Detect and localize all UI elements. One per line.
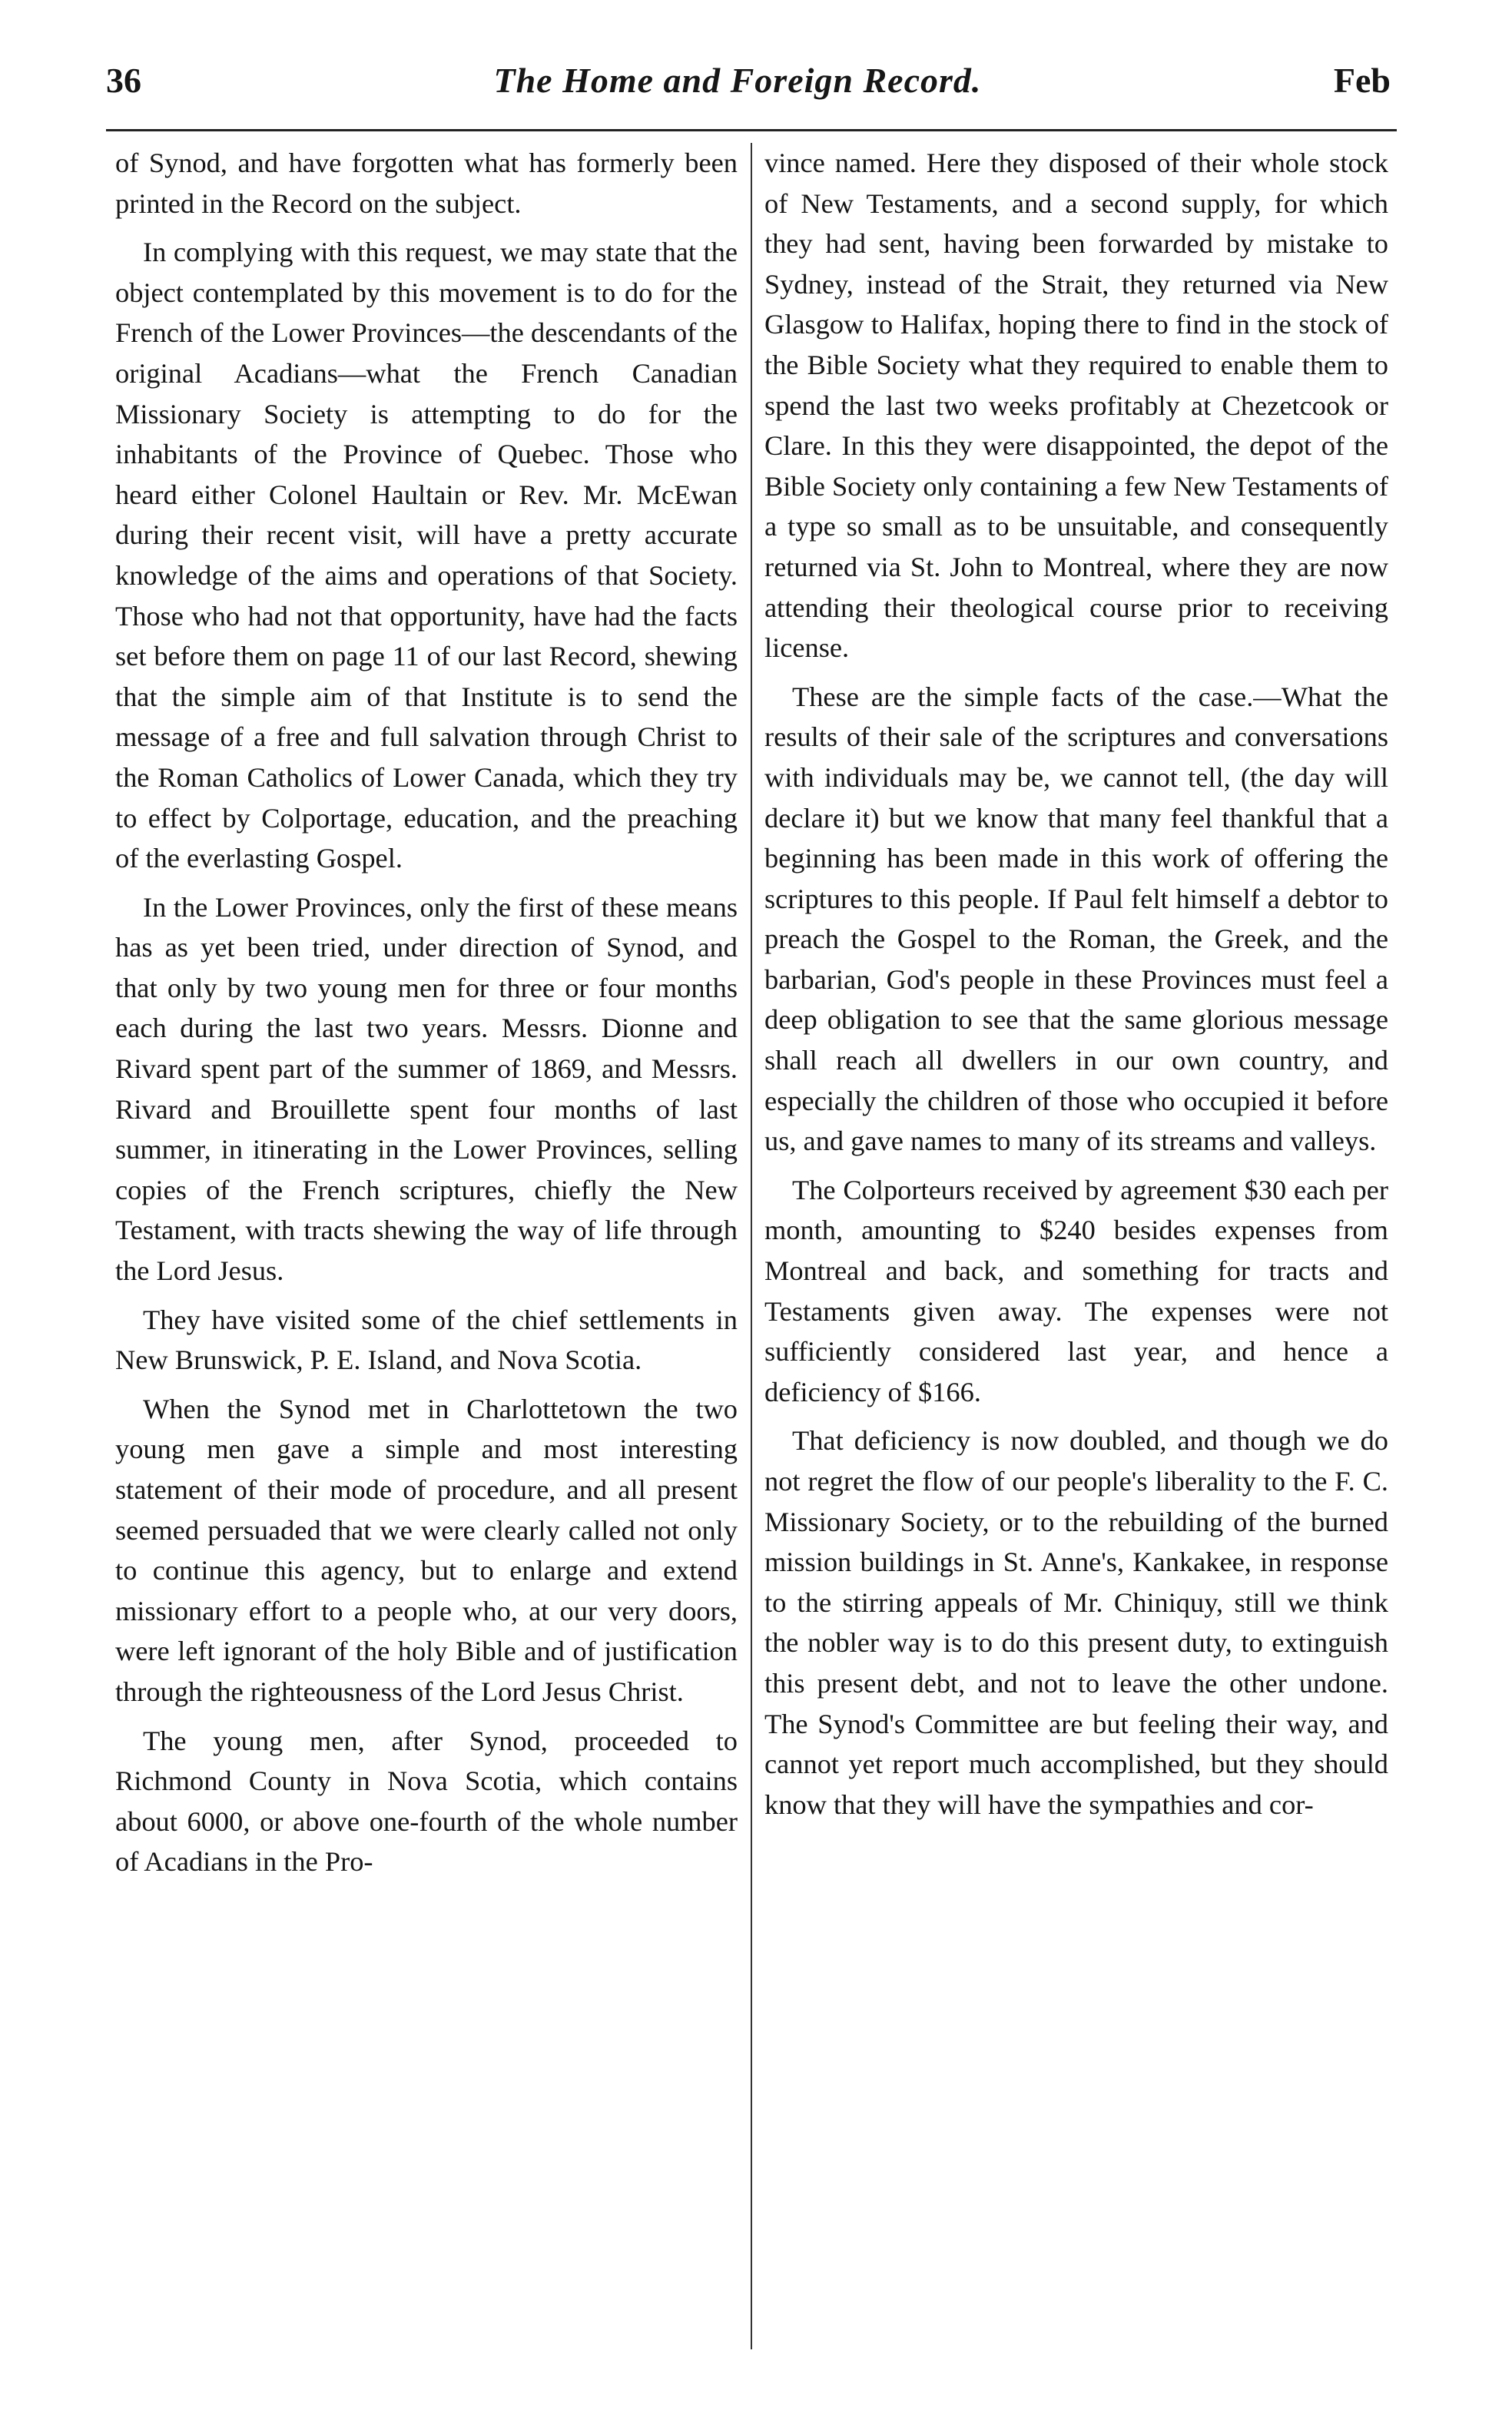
page-number: 36 [106, 61, 141, 100]
paragraph: The young men, after Synod, proceeded to Richmond County in Nova Scotia, which contains about 6000, or above one-fourth of the whole number of Acadians in the Pro- [115, 1725, 738, 1878]
paragraph: These are the simple facts of the case.—What the results of their sale of the scriptures and conversations with individuals may be, we cannot tell, (the day will declare it) but we know that many feel thankful that a beginning has been made in this work of offering the scriptures to this people. If Paul felt himself a debtor to preach the Gospel to the Roman, the Greek, and the barbarian, God's people in these Provinces must feel a deep obligation to see that the same glorious message shall reach all dwellers in our own country, and especially the children of those who occupied it before us, and gave names to many of its streams and valleys. [764, 681, 1388, 1157]
paragraph: The Colporteurs received by agreement $30 each per month, amounting to $240 besides expenses from Montreal and back, and something for tracts and Testaments given away. The expenses were not sufficiently considered last year, and hence a deficiency of $166. [764, 1174, 1388, 1407]
column-divider [751, 143, 752, 2349]
header-rule [106, 129, 1397, 131]
page-header [106, 60, 1391, 121]
paragraph: of Synod, and have forgotten what has formerly been printed in the Record on the subject. [115, 148, 738, 219]
paragraph: In the Lower Provinces, only the first of these means has as yet been tried, under direction of Synod, and that only by two young men for three or four months each during the last two years. Messrs. Dionne and Rivard spent part of the summer of 1869, and Messrs. Rivard and Brouillette spent four months of last summer, in itinerating in the Lower Provinces, selling copies of the French scriptures, chiefly the New Testament, with tracts shewing the way of life through the Lord Jesus. [115, 891, 738, 1287]
journal-title: The Home and Foreign Record. [493, 61, 982, 100]
paragraph: In complying with this request, we may state that the object contemplated by this movement is to do for the French of the Lower Provinces—the descendants of the original Acadians—what the French Canadian Missionary Society is attempting to do for the inhabitants of the Province of Quebec. Those who heard either Colonel Haultain or Rev. Mr. McEwan during their recent visit, will have a pretty accurate knowledge of the aims and operations of that Society. Those who had not that opportunity, have had the facts set before them on page 11 of our last Record, shewing that the simple aim of that Institute is to send the message of a free and full salvation through Christ to the Roman Catholics of Lower Canada, which they try to effect by Colportage, education, and the preaching of the everlasting Gospel. [115, 237, 738, 874]
paragraph: When the Synod met in Charlottetown the two young men gave a simple and most interesting statement of their mode of procedure, and all present seemed persuaded that we were clearly called not only to continue this agency, but to enlarge and extend missionary effort to a people who, at our very doors, were left ignorant of the holy Bible and of justification through the righteousness of the Lord Jesus Christ. [115, 1393, 738, 1707]
paragraph: They have visited some of the chief settlements in New Brunswick, P. E. Island, and Nova Scotia. [115, 1304, 738, 1376]
month-label: Feb [1333, 61, 1391, 100]
paragraph: vince named. Here they disposed of their whole stock of New Testaments, and a second supply, for which they had sent, having been forwarded by mistake to Sydney, instead of the Strait, they returned via New Glasgow to Halifax, hoping there to find in the stock of the Bible Society what they required to enable them to spend the last two weeks profitably at Chezetcook or Clare. In this they were disappointed, the depot of the Bible Society only containing a few New Testaments of a type so small as to be unsuitable, and consequently returned via St. John to Montreal, where they are now attending their theological course prior to receiving license. [764, 148, 1388, 664]
left-column [115, 143, 738, 1891]
right-column [764, 143, 1388, 1833]
paragraph: That deficiency is now doubled, and though we do not regret the flow of our people's liberality to the F. C. Missionary Society, or to the rebuilding of the burned mission buildings in St. Anne's, Kankakee, in response to the stirring appeals of Mr. Chiniquy, still we think the nobler way is to do this present duty, to extinguish this present debt, and not to leave the other undone. The Synod's Committee are but feeling their way, and cannot yet report much accomplished, but they should know that they will have the sympathies and cor- [764, 1425, 1388, 1820]
